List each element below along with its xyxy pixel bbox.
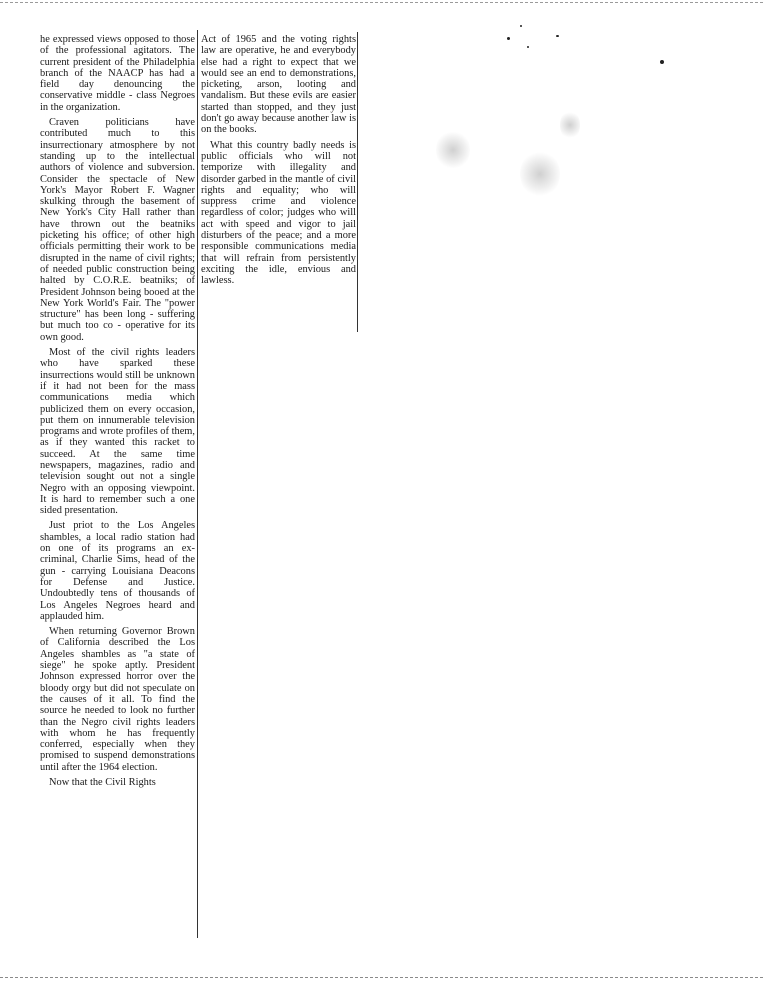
paragraph: Now that the Civil Rights	[49, 777, 156, 788]
scan-speck	[660, 60, 664, 64]
scan-smudge	[560, 110, 580, 140]
paragraph: he expressed views opposed to those of the professional agitators. The current president of the Philadelphia branch of the NAACP has had a field day denouncing the conservative middle - class Negroes in the organization.	[40, 34, 195, 113]
scan-smudge	[436, 130, 470, 170]
top-edge-dashes	[0, 2, 763, 3]
paragraph: Just priot to the Los Angeles shambles, a local radio station had on one of its programs an ex-criminal, Charlie Sims, head of the gun - carrying Louisiana Deacons for Defense and Justice. Undoubtedly tens of thousands of Los Angeles Negroes heard and applauded him.	[40, 520, 195, 622]
column-divider-right	[357, 32, 358, 332]
paragraph: Craven politicians have contributed much to this insurrectionary atmosphere by not standing up to the intellectual authors of violence and subversion. Consider the spectacle of New York's Mayor Robert F. Wagner skulking through the basement of New York's City Hall rather than have thrown out the beatniks picketing his office; of other high officials permitting their work to be disrupted in the name of civil rights; of needed public construction being halted by C.O.R.E. beatniks; of President Johnson being booed at the New York World's Fair. The "power structure" has been long - suffering but much too co - operative for its own good.	[40, 117, 195, 343]
paragraph: What this country badly needs is public officials who will not temporize with illegality and disorder garbed in the mantle of civil rights and equality; who will suppress crime and violence regardless of color; judges who will act with speed and vigor to jail disturbers of the peace; and a more responsible communications media that will refrain from persistently exciting the idle, envious and lawless.	[201, 139, 356, 287]
right-text-column	[201, 34, 356, 291]
scan-speck	[556, 35, 559, 37]
paragraph: Most of the civil rights leaders who have sparked these insurrections would still be unknown if it had not been for the mass communications media which publicized them on every occasion, put them on innumerable television programs and wrote profiles of them, as if they wanted this racket to succeed. At the same time newspapers, magazines, radio and television sought out not a single Negro with an opposing viewpoint. It is hard to remember such a one sided presentation.	[40, 347, 195, 517]
paragraph: Act of 1965 and the voting rights law are operative, he and everybody else had a right to expect that we would see an end to demonstrations, picketing, arson, looting and vandalism. But these evils are easier started than stopped, and they just don't go away because another law is on the books.	[201, 34, 356, 136]
scan-speck	[507, 37, 510, 40]
column-divider-left	[197, 30, 198, 938]
paragraph: When returning Governor Brown of California described the Los Angeles shambles as "a state of siege" he spoke aptly. President Johnson expressed horror over the bloody orgy but did not speculate on the causes of it all. To find the source he needed to look no further than the Negro civil rights leaders with whom he has frequently conferred, especially when they promised to suspend demonstrations until after the 1964 election.	[40, 626, 195, 773]
bottom-edge-dashes	[0, 977, 763, 978]
scan-speck	[527, 46, 529, 48]
scan-smudge	[520, 150, 560, 198]
left-text-column	[40, 34, 195, 792]
scan-speck	[520, 25, 522, 27]
